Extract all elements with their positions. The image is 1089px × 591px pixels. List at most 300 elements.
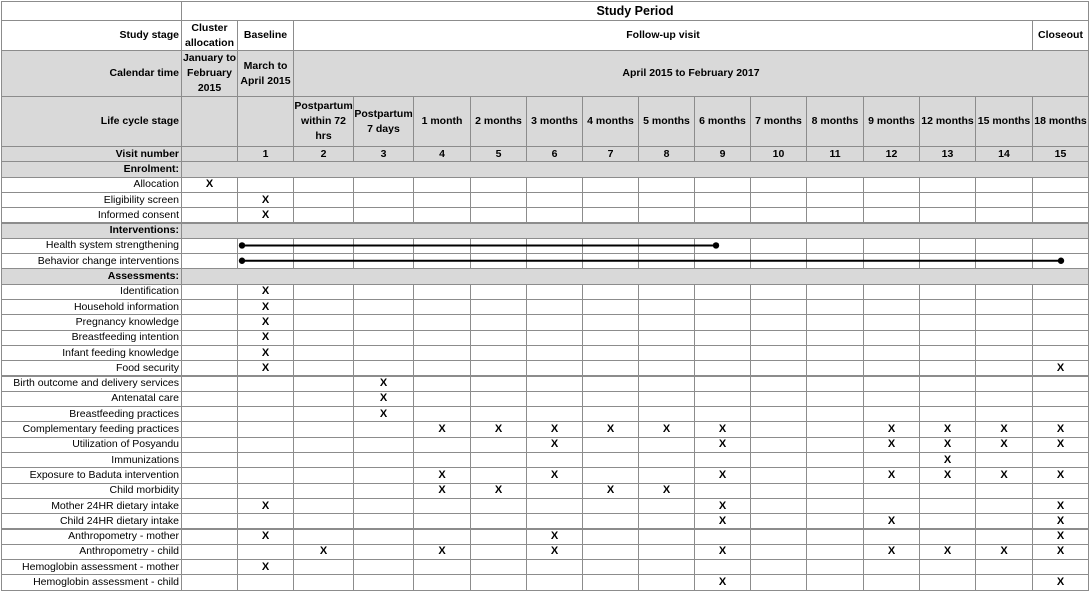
schedule-cell <box>582 529 639 545</box>
schedule-cell <box>413 238 471 254</box>
life-cycle-stage: 15 months <box>975 96 1033 147</box>
schedule-cell <box>694 559 751 575</box>
schedule-mark: X <box>293 544 354 560</box>
schedule-cell <box>863 207 920 223</box>
schedule-cell <box>353 483 414 499</box>
schedule-cell <box>413 529 471 545</box>
study-stage-label: Study stage <box>1 20 182 51</box>
schedule-cell <box>806 513 864 529</box>
schedule-cell <box>863 391 920 407</box>
schedule-cell <box>638 513 695 529</box>
schedule-mark: X <box>1032 574 1089 590</box>
schedule-mark: X <box>863 544 920 560</box>
schedule-cell <box>470 406 527 422</box>
schedule-mark: X <box>1032 437 1089 453</box>
row-label: Antenatal care <box>1 391 182 407</box>
schedule-cell <box>975 452 1033 468</box>
schedule-cell <box>470 330 527 346</box>
schedule-cell <box>919 529 976 545</box>
schedule-mark: X <box>237 529 294 545</box>
schedule-cell <box>582 314 639 330</box>
schedule-cell <box>293 559 354 575</box>
schedule-cell <box>750 330 807 346</box>
row-label: Identification <box>1 284 182 300</box>
schedule-cell <box>582 574 639 590</box>
schedule-cell <box>975 345 1033 361</box>
calendar-followup: April 2015 to February 2017 <box>293 50 1089 97</box>
schedule-cell <box>353 192 414 208</box>
schedule-cell <box>582 406 639 422</box>
row-label: Food security <box>1 360 182 376</box>
schedule-mark: X <box>694 544 751 560</box>
visit-number: 8 <box>638 146 695 162</box>
schedule-cell <box>181 360 238 376</box>
schedule-cell <box>293 330 354 346</box>
schedule-cell <box>582 253 639 269</box>
schedule-cell <box>863 238 920 254</box>
schedule-cell <box>526 314 583 330</box>
schedule-cell <box>694 391 751 407</box>
schedule-cell <box>1032 238 1089 254</box>
schedule-cell <box>638 452 695 468</box>
schedule-cell <box>293 529 354 545</box>
schedule-cell <box>638 207 695 223</box>
schedule-cell <box>975 559 1033 575</box>
schedule-cell <box>1032 192 1089 208</box>
schedule-cell <box>413 253 471 269</box>
schedule-cell <box>638 529 695 545</box>
schedule-mark: X <box>638 421 695 437</box>
schedule-cell <box>470 513 527 529</box>
schedule-cell <box>413 314 471 330</box>
schedule-cell <box>750 192 807 208</box>
schedule-cell <box>919 513 976 529</box>
schedule-mark: X <box>237 192 294 208</box>
schedule-cell <box>919 330 976 346</box>
schedule-cell <box>750 544 807 560</box>
schedule-cell <box>526 238 583 254</box>
schedule-cell <box>1032 391 1089 407</box>
schedule-cell <box>353 467 414 483</box>
schedule-cell <box>181 513 238 529</box>
schedule-cell <box>293 437 354 453</box>
row-label: Pregnancy knowledge <box>1 314 182 330</box>
section-header: Interventions: <box>1 223 182 239</box>
schedule-cell <box>181 207 238 223</box>
schedule-mark: X <box>1032 513 1089 529</box>
schedule-cell <box>975 529 1033 545</box>
schedule-cell <box>694 314 751 330</box>
schedule-cell <box>975 360 1033 376</box>
schedule-mark: X <box>1032 498 1089 514</box>
schedule-cell <box>806 529 864 545</box>
schedule-cell <box>582 360 639 376</box>
schedule-cell <box>863 299 920 315</box>
schedule-cell <box>470 467 527 483</box>
schedule-cell <box>181 406 238 422</box>
schedule-cell <box>919 360 976 376</box>
schedule-cell <box>638 574 695 590</box>
schedule-cell <box>181 192 238 208</box>
schedule-cell <box>470 192 527 208</box>
schedule-cell <box>1032 299 1089 315</box>
life-cycle-baseline <box>237 96 294 147</box>
schedule-cell <box>526 391 583 407</box>
schedule-cell <box>1032 376 1089 392</box>
schedule-cell <box>293 177 354 193</box>
schedule-cell <box>353 299 414 315</box>
schedule-cell <box>975 177 1033 193</box>
schedule-cell <box>582 467 639 483</box>
schedule-cell <box>353 330 414 346</box>
schedule-mark: X <box>694 513 751 529</box>
schedule-mark: X <box>237 314 294 330</box>
schedule-mark: X <box>863 421 920 437</box>
schedule-cell <box>470 498 527 514</box>
schedule-cell <box>353 345 414 361</box>
row-label: Utilization of Posyandu <box>1 437 182 453</box>
schedule-mark: X <box>237 299 294 315</box>
schedule-cell <box>1032 330 1089 346</box>
schedule-cell <box>181 574 238 590</box>
schedule-cell <box>919 406 976 422</box>
schedule-mark: X <box>1032 360 1089 376</box>
visit-number: 13 <box>919 146 976 162</box>
schedule-cell <box>413 192 471 208</box>
schedule-cell <box>806 192 864 208</box>
schedule-cell <box>806 483 864 499</box>
schedule-mark: X <box>237 330 294 346</box>
schedule-cell <box>353 498 414 514</box>
schedule-mark: X <box>582 483 639 499</box>
row-label: Behavior change interventions <box>1 253 182 269</box>
schedule-cell <box>470 345 527 361</box>
schedule-mark: X <box>526 421 583 437</box>
header-corner <box>1 1 182 21</box>
schedule-cell <box>353 314 414 330</box>
row-label: Breastfeeding practices <box>1 406 182 422</box>
schedule-cell <box>806 437 864 453</box>
schedule-cell <box>293 421 354 437</box>
schedule-mark: X <box>413 467 471 483</box>
schedule-mark: X <box>975 437 1033 453</box>
schedule-cell <box>806 330 864 346</box>
schedule-mark: X <box>1032 529 1089 545</box>
schedule-cell <box>582 345 639 361</box>
schedule-cell <box>638 559 695 575</box>
schedule-cell <box>750 529 807 545</box>
schedule-cell <box>694 406 751 422</box>
schedule-cell <box>237 544 294 560</box>
schedule-cell <box>181 437 238 453</box>
schedule-mark: X <box>975 421 1033 437</box>
schedule-cell <box>863 330 920 346</box>
schedule-cell <box>638 177 695 193</box>
schedule-cell <box>470 391 527 407</box>
schedule-cell <box>293 314 354 330</box>
schedule-mark: X <box>413 544 471 560</box>
schedule-cell <box>919 483 976 499</box>
schedule-cell <box>413 498 471 514</box>
schedule-cell <box>526 192 583 208</box>
schedule-cell <box>181 483 238 499</box>
schedule-cell <box>975 406 1033 422</box>
cluster-allocation-header: Cluster allocation <box>181 20 238 51</box>
schedule-cell <box>806 467 864 483</box>
schedule-cell <box>237 177 294 193</box>
schedule-cell <box>413 345 471 361</box>
schedule-cell <box>413 406 471 422</box>
schedule-cell <box>694 192 751 208</box>
visit-number: 9 <box>694 146 751 162</box>
schedule-cell <box>750 284 807 300</box>
schedule-cell <box>181 253 238 269</box>
schedule-cell <box>293 406 354 422</box>
schedule-cell <box>919 391 976 407</box>
visit-number: 4 <box>413 146 471 162</box>
schedule-cell <box>806 314 864 330</box>
schedule-cell <box>1032 314 1089 330</box>
schedule-cell <box>237 437 294 453</box>
schedule-cell <box>750 314 807 330</box>
schedule-cell <box>806 559 864 575</box>
schedule-cell <box>975 238 1033 254</box>
schedule-cell <box>582 284 639 300</box>
schedule-cell <box>181 238 238 254</box>
schedule-cell <box>526 330 583 346</box>
schedule-cell <box>181 299 238 315</box>
schedule-cell <box>750 299 807 315</box>
schedule-cell <box>237 452 294 468</box>
schedule-mark: X <box>526 544 583 560</box>
schedule-mark: X <box>638 483 695 499</box>
schedule-cell <box>750 421 807 437</box>
schedule-cell <box>470 529 527 545</box>
schedule-cell <box>582 330 639 346</box>
schedule-cell <box>293 253 354 269</box>
schedule-cell <box>413 437 471 453</box>
schedule-cell <box>1032 345 1089 361</box>
schedule-cell <box>750 207 807 223</box>
schedule-cell <box>181 314 238 330</box>
schedule-mark: X <box>413 421 471 437</box>
schedule-mark: X <box>919 467 976 483</box>
schedule-cell <box>750 376 807 392</box>
schedule-cell <box>694 360 751 376</box>
schedule-cell <box>470 574 527 590</box>
schedule-mark: X <box>353 376 414 392</box>
schedule-cell <box>750 406 807 422</box>
schedule-cell <box>694 529 751 545</box>
schedule-cell <box>293 284 354 300</box>
schedule-cell <box>863 314 920 330</box>
schedule-cell <box>806 177 864 193</box>
schedule-cell <box>750 391 807 407</box>
schedule-cell <box>181 559 238 575</box>
row-label: Eligibility screen <box>1 192 182 208</box>
schedule-cell <box>694 299 751 315</box>
schedule-cell <box>694 177 751 193</box>
section-header: Enrolment: <box>1 161 182 177</box>
schedule-cell <box>413 452 471 468</box>
schedule-cell <box>750 559 807 575</box>
schedule-cell <box>863 253 920 269</box>
schedule-mark: X <box>1032 467 1089 483</box>
section-header-fill <box>181 161 1089 177</box>
schedule-cell <box>470 299 527 315</box>
schedule-cell <box>919 559 976 575</box>
row-label: Allocation <box>1 177 182 193</box>
schedule-cell <box>638 360 695 376</box>
schedule-cell <box>919 192 976 208</box>
schedule-cell <box>526 299 583 315</box>
schedule-cell <box>806 544 864 560</box>
schedule-cell <box>638 330 695 346</box>
visit-number: 7 <box>582 146 639 162</box>
schedule-cell <box>1032 284 1089 300</box>
row-label: Hemoglobin assessment - mother <box>1 559 182 575</box>
schedule-cell <box>353 437 414 453</box>
schedule-cell <box>975 284 1033 300</box>
life-cycle-stage: 3 months <box>526 96 583 147</box>
row-label: Mother 24HR dietary intake <box>1 498 182 514</box>
schedule-cell <box>750 574 807 590</box>
schedule-mark: X <box>919 437 976 453</box>
schedule-cell <box>526 483 583 499</box>
life-cycle-label: Life cycle stage <box>1 96 182 147</box>
schedule-cell <box>638 314 695 330</box>
schedule-cell <box>750 360 807 376</box>
schedule-cell <box>582 452 639 468</box>
schedule-mark: X <box>863 513 920 529</box>
schedule-cell <box>638 299 695 315</box>
schedule-cell <box>806 253 864 269</box>
row-label: Complementary feeding practices <box>1 421 182 437</box>
schedule-cell <box>413 391 471 407</box>
schedule-cell <box>353 360 414 376</box>
schedule-cell <box>919 177 976 193</box>
schedule-cell <box>237 421 294 437</box>
schedule-cell <box>353 284 414 300</box>
schedule-cell <box>470 238 527 254</box>
schedule-cell <box>806 421 864 437</box>
schedule-mark: X <box>919 544 976 560</box>
row-label: Anthropometry - child <box>1 544 182 560</box>
row-label: Infant feeding knowledge <box>1 345 182 361</box>
schedule-mark: X <box>863 437 920 453</box>
schedule-cell <box>293 513 354 529</box>
schedule-cell <box>806 238 864 254</box>
schedule-mark: X <box>919 421 976 437</box>
schedule-cell <box>293 238 354 254</box>
schedule-cell <box>181 330 238 346</box>
schedule-cell <box>806 207 864 223</box>
schedule-cell <box>181 467 238 483</box>
schedule-cell <box>975 299 1033 315</box>
schedule-cell <box>582 238 639 254</box>
schedule-cell <box>293 498 354 514</box>
visit-number: 11 <box>806 146 864 162</box>
schedule-cell <box>181 498 238 514</box>
schedule-cell <box>638 544 695 560</box>
schedule-cell <box>353 253 414 269</box>
schedule-cell <box>806 406 864 422</box>
schedule-cell <box>863 406 920 422</box>
closeout-header: Closeout <box>1032 20 1089 51</box>
schedule-cell <box>975 574 1033 590</box>
schedule-cell <box>638 253 695 269</box>
schedule-cell <box>806 452 864 468</box>
schedule-cell <box>919 376 976 392</box>
visit-number: 2 <box>293 146 354 162</box>
schedule-cell <box>806 574 864 590</box>
schedule-cell <box>353 207 414 223</box>
row-label: Anthropometry - mother <box>1 529 182 545</box>
schedule-mark: X <box>694 467 751 483</box>
schedule-cell <box>413 299 471 315</box>
schedule-cell <box>975 391 1033 407</box>
life-cycle-stage: Postpartum within 72 hrs <box>293 96 354 147</box>
schedule-cell <box>919 299 976 315</box>
section-header: Assessments: <box>1 268 182 284</box>
schedule-cell <box>1032 207 1089 223</box>
schedule-cell <box>919 574 976 590</box>
schedule-cell <box>975 314 1033 330</box>
schedule-cell <box>413 330 471 346</box>
schedule-cell <box>750 437 807 453</box>
schedule-cell <box>526 574 583 590</box>
schedule-cell <box>582 299 639 315</box>
schedule-cell <box>353 513 414 529</box>
schedule-cell <box>806 345 864 361</box>
schedule-cell <box>863 452 920 468</box>
schedule-cell <box>863 177 920 193</box>
schedule-cell <box>181 544 238 560</box>
schedule-cell <box>526 177 583 193</box>
schedule-cell <box>863 284 920 300</box>
life-cycle-stage: 8 months <box>806 96 864 147</box>
visit-number: 15 <box>1032 146 1089 162</box>
schedule-cell <box>237 406 294 422</box>
schedule-cell <box>694 376 751 392</box>
life-cycle-cluster <box>181 96 238 147</box>
follow-up-header: Follow-up visit <box>293 20 1033 51</box>
schedule-cell <box>582 513 639 529</box>
schedule-cell <box>1032 483 1089 499</box>
life-cycle-stage: 4 months <box>582 96 639 147</box>
schedule-cell <box>863 345 920 361</box>
life-cycle-stage: 12 months <box>919 96 976 147</box>
schedule-cell <box>1032 559 1089 575</box>
schedule-cell <box>470 284 527 300</box>
schedule-cell <box>582 207 639 223</box>
schedule-cell <box>582 391 639 407</box>
schedule-cell <box>975 483 1033 499</box>
schedule-mark: X <box>237 360 294 376</box>
schedule-cell <box>413 360 471 376</box>
schedule-cell <box>638 238 695 254</box>
schedule-cell <box>919 238 976 254</box>
schedule-mark: X <box>975 544 1033 560</box>
schedule-cell <box>750 345 807 361</box>
schedule-cell <box>293 360 354 376</box>
schedule-cell <box>638 391 695 407</box>
schedule-cell <box>526 498 583 514</box>
schedule-cell <box>293 483 354 499</box>
baseline-header: Baseline <box>237 20 294 51</box>
schedule-cell <box>353 177 414 193</box>
schedule-cell <box>526 452 583 468</box>
